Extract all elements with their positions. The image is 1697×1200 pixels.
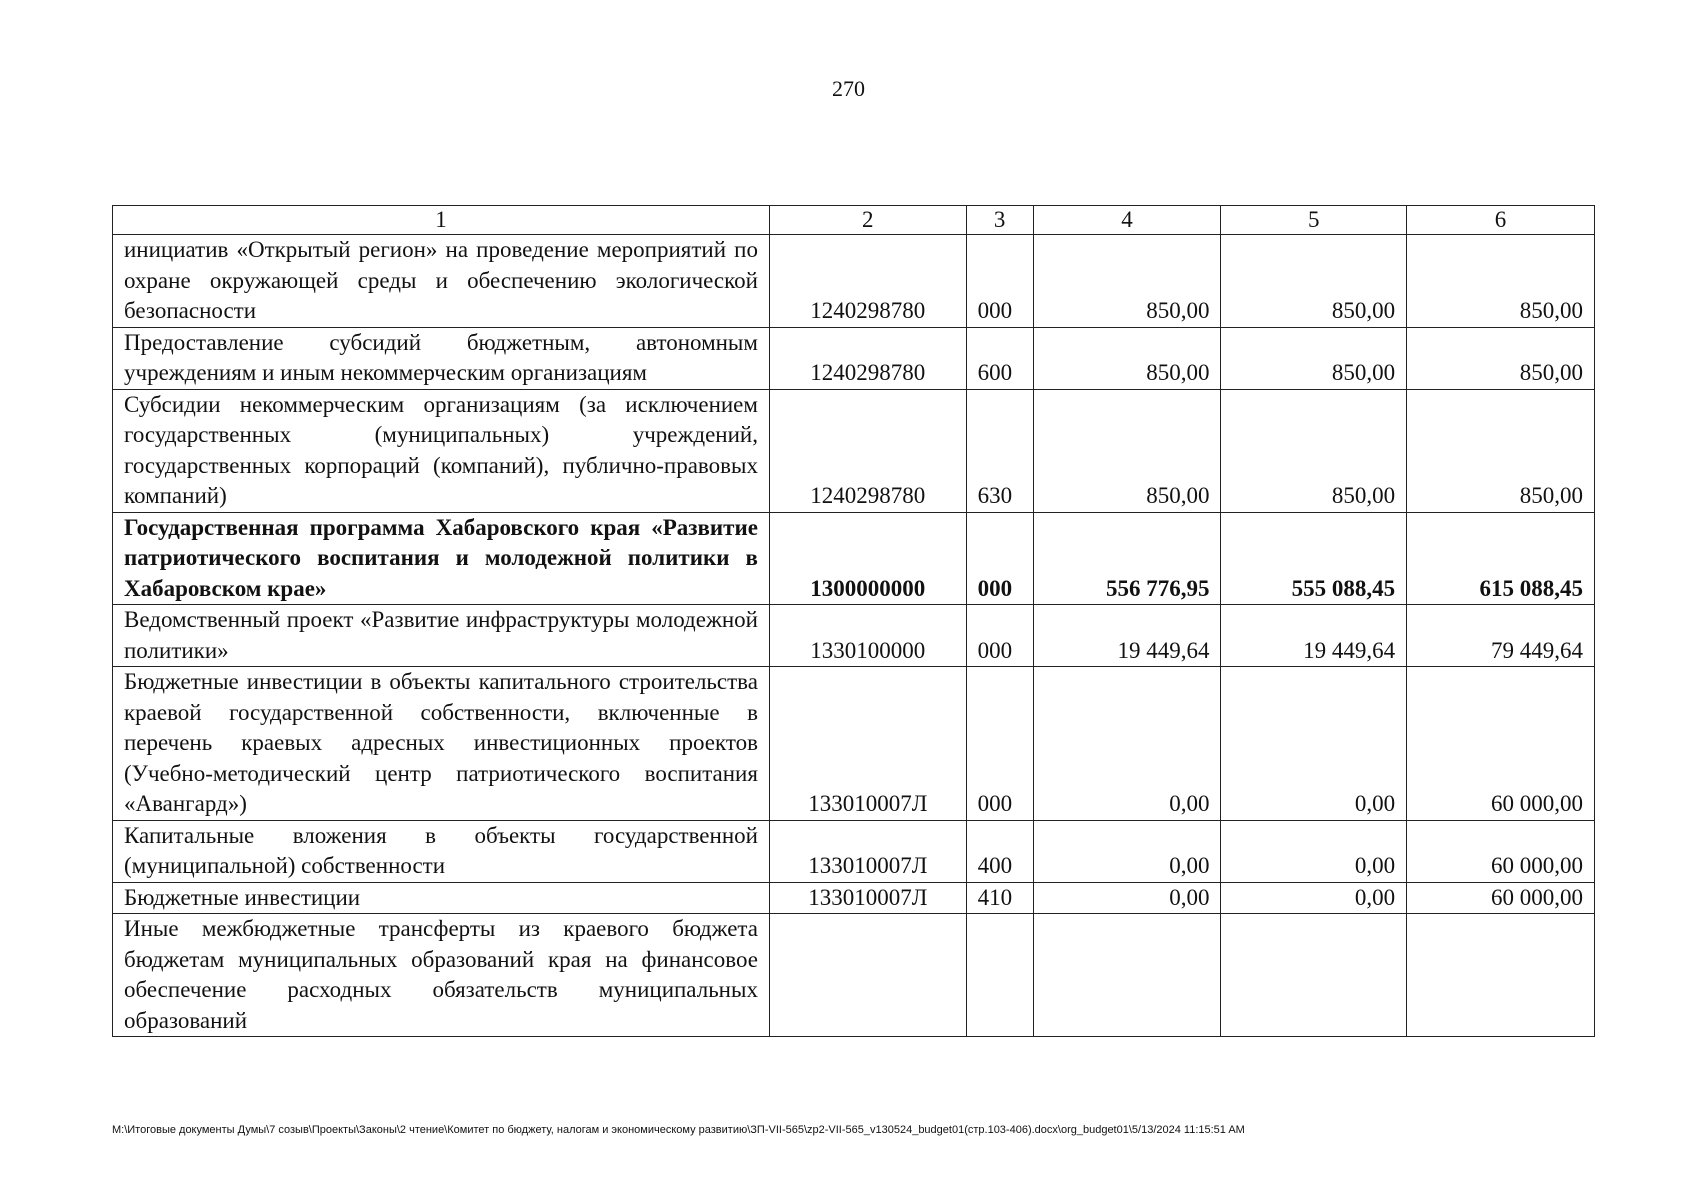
table-header-row: [113, 206, 1595, 235]
column-header: 1: [113, 206, 770, 235]
column-header: 6: [1407, 206, 1595, 235]
row-value-4: 0,00: [1033, 667, 1221, 821]
row-value-5: [1221, 914, 1407, 1037]
row-code: 1240298780: [769, 389, 966, 512]
row-value-6: 79 449,64: [1407, 605, 1595, 667]
row-value-4: 0,00: [1033, 882, 1221, 914]
row-value-6: 615 088,45: [1407, 512, 1595, 605]
table-row: [113, 327, 1595, 389]
row-code: 133010007Л: [769, 882, 966, 914]
table-row: [113, 605, 1595, 667]
row-value-6: [1407, 914, 1595, 1037]
file-path-footer: M:\Итоговые документы Думы\7 созыв\Проекты\Законы\2 чтение\Комитет по бюджету, налогам и экономическому развитию\ЗП-VII-565\zp2-VII-565_v130524_budget01(стр.103-406).docx\org_budget01\5/13/2024 11:15:51 AM: [112, 1124, 1245, 1136]
row-value-4: 850,00: [1033, 389, 1221, 512]
row-vr: 000: [966, 605, 1033, 667]
column-header: 4: [1033, 206, 1221, 235]
row-name: Ведомственный проект «Развитие инфраструктуры молодежной политики»: [113, 605, 770, 667]
row-vr: [966, 914, 1033, 1037]
column-header: 3: [966, 206, 1033, 235]
row-vr: 000: [966, 235, 1033, 328]
row-name: Иные межбюджетные трансферты из краевого бюджета бюджетам муниципальных образований края на финансовое обеспечение расходных обязательств муниципальных образований: [113, 914, 770, 1037]
table-row: [113, 914, 1595, 1037]
row-code: 133010007Л: [769, 820, 966, 882]
row-name: Бюджетные инвестиции в объекты капитального строительства краевой государственной собственности, включенные в перечень краевых адресных инвестиционных проектов (Учебно-методический центр патриотического воспитания «Авангард»): [113, 667, 770, 821]
column-header: 5: [1221, 206, 1407, 235]
row-value-4: [1033, 914, 1221, 1037]
row-value-5: 19 449,64: [1221, 605, 1407, 667]
row-vr: 410: [966, 882, 1033, 914]
table-row: [113, 512, 1595, 605]
table-row: [113, 820, 1595, 882]
budget-table: [112, 205, 1595, 1037]
row-vr: 400: [966, 820, 1033, 882]
row-name: Субсидии некоммерческим организациям (за исключением государственных (муниципальных) учреждений, государственных корпораций (компаний), публично-правовых компаний): [113, 389, 770, 512]
row-value-6: 850,00: [1407, 389, 1595, 512]
row-value-5: 850,00: [1221, 235, 1407, 328]
row-name: Капитальные вложения в объекты государственной (муниципальной) собственности: [113, 820, 770, 882]
row-vr: 630: [966, 389, 1033, 512]
row-value-5: 850,00: [1221, 327, 1407, 389]
row-vr: 600: [966, 327, 1033, 389]
row-vr: 000: [966, 667, 1033, 821]
row-name: инициатив «Открытый регион» на проведение мероприятий по охране окружающей среды и обеспечению экологической безопасности: [113, 235, 770, 328]
row-value-4: 0,00: [1033, 820, 1221, 882]
row-value-4: 19 449,64: [1033, 605, 1221, 667]
row-value-5: 0,00: [1221, 882, 1407, 914]
row-code: 1300000000: [769, 512, 966, 605]
table-row: [113, 235, 1595, 328]
row-value-6: 60 000,00: [1407, 882, 1595, 914]
row-name: Государственная программа Хабаровского края «Развитие патриотического воспитания и молодежной политики в Хабаровском крае»: [113, 512, 770, 605]
row-name: Предоставление субсидий бюджетным, автономным учреждениям и иным некоммерческим организациям: [113, 327, 770, 389]
row-value-5: 0,00: [1221, 667, 1407, 821]
table-row: [113, 882, 1595, 914]
row-value-5: 0,00: [1221, 820, 1407, 882]
row-code: 1240298780: [769, 327, 966, 389]
row-value-6: 850,00: [1407, 235, 1595, 328]
row-value-4: 850,00: [1033, 235, 1221, 328]
table-row: [113, 667, 1595, 821]
row-value-4: 850,00: [1033, 327, 1221, 389]
row-code: 1240298780: [769, 235, 966, 328]
column-header: 2: [769, 206, 966, 235]
row-value-5: 850,00: [1221, 389, 1407, 512]
row-value-6: 60 000,00: [1407, 667, 1595, 821]
row-vr: 000: [966, 512, 1033, 605]
row-code: 1330100000: [769, 605, 966, 667]
row-value-4: 556 776,95: [1033, 512, 1221, 605]
row-code: 133010007Л: [769, 667, 966, 821]
table-row: [113, 389, 1595, 512]
row-value-6: 850,00: [1407, 327, 1595, 389]
page-number: 270: [832, 76, 865, 101]
row-value-5: 555 088,45: [1221, 512, 1407, 605]
row-value-6: 60 000,00: [1407, 820, 1595, 882]
row-code: [769, 914, 966, 1037]
row-name: Бюджетные инвестиции: [113, 882, 770, 914]
